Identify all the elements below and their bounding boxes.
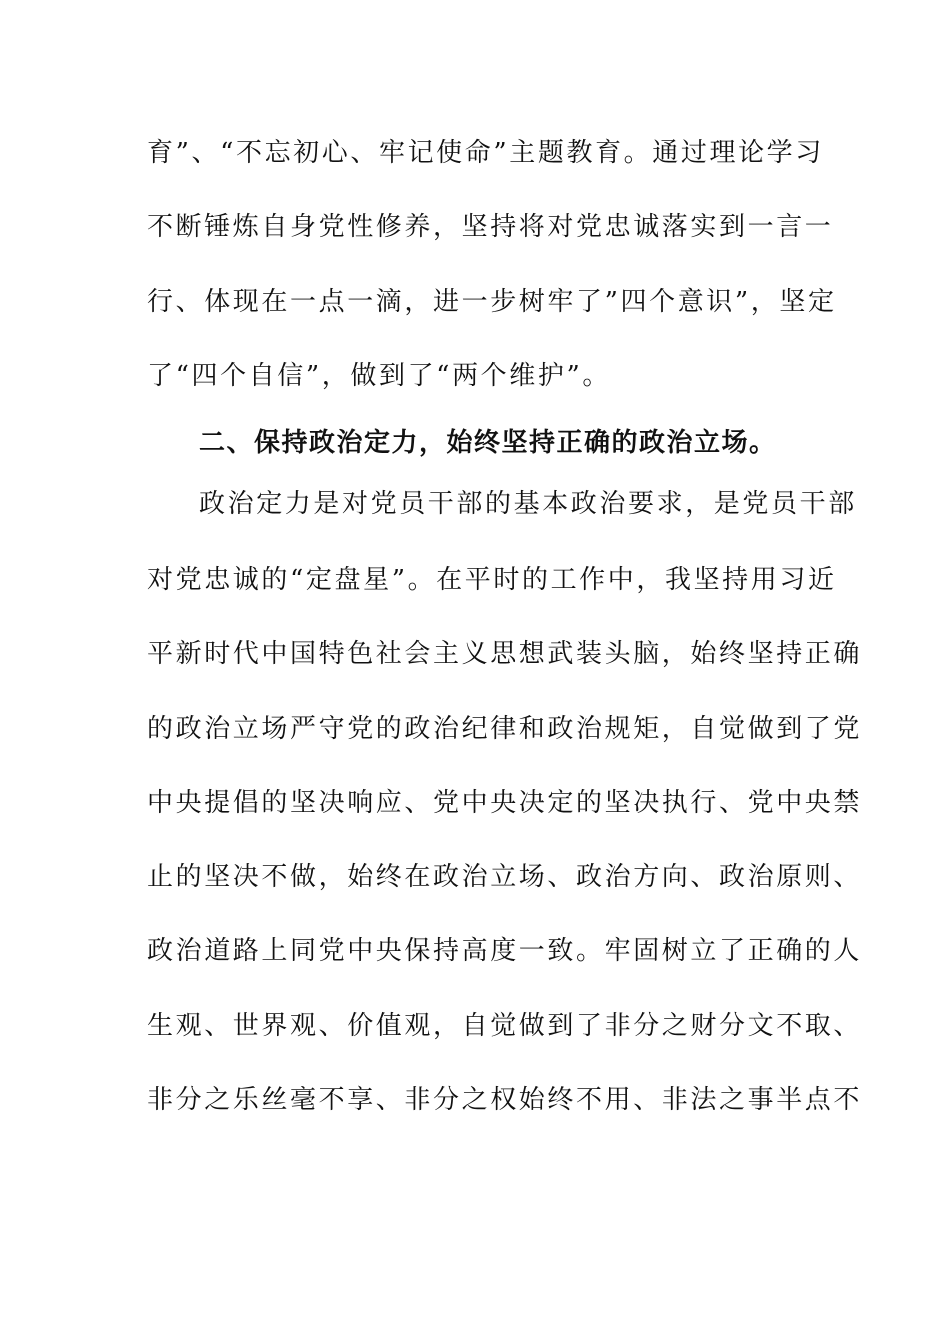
paragraph-line: 行、体现在一点一滴，进一步树牢了”四个意识”，坚定 (147, 287, 837, 317)
paragraph-line: 的政治立场严守党的政治纪律和政治规矩，自觉做到了党 (147, 714, 863, 744)
paragraph-line: 对党忠诚的“定盘星”。在平时的工作中，我坚持用习近 (147, 565, 837, 595)
paragraph-line: 了“四个自信”，做到了“两个维护”。 (147, 361, 611, 391)
paragraph-line: 政治定力是对党员干部的基本政治要求，是党员干部 (199, 489, 857, 519)
paragraph-line: 平新时代中国特色社会主义思想武装头脑，始终坚持正确 (147, 639, 863, 669)
paragraph-line: 育”、“不忘初心、牢记使命”主题教育。通过理论学习 (147, 138, 824, 168)
paragraph-line: 止的坚决不做，始终在政治立场、政治方向、政治原则、 (147, 862, 863, 892)
section-heading: 二、保持政治定力，始终坚持正确的政治立场。 (199, 428, 777, 458)
paragraph-line: 生观、世界观、价值观，自觉做到了非分之财分文不取、 (147, 1011, 863, 1041)
paragraph-line: 不断锤炼自身党性修养，坚持将对党忠诚落实到一言一 (147, 212, 834, 242)
paragraph-line: 非分之乐丝毫不享、非分之权始终不用、非法之事半点不 (147, 1085, 863, 1115)
paragraph-line: 政治道路上同党中央保持高度一致。牢固树立了正确的人 (147, 936, 863, 966)
paragraph-line: 中央提倡的坚决响应、党中央决定的坚决执行、党中央禁 (147, 788, 863, 818)
